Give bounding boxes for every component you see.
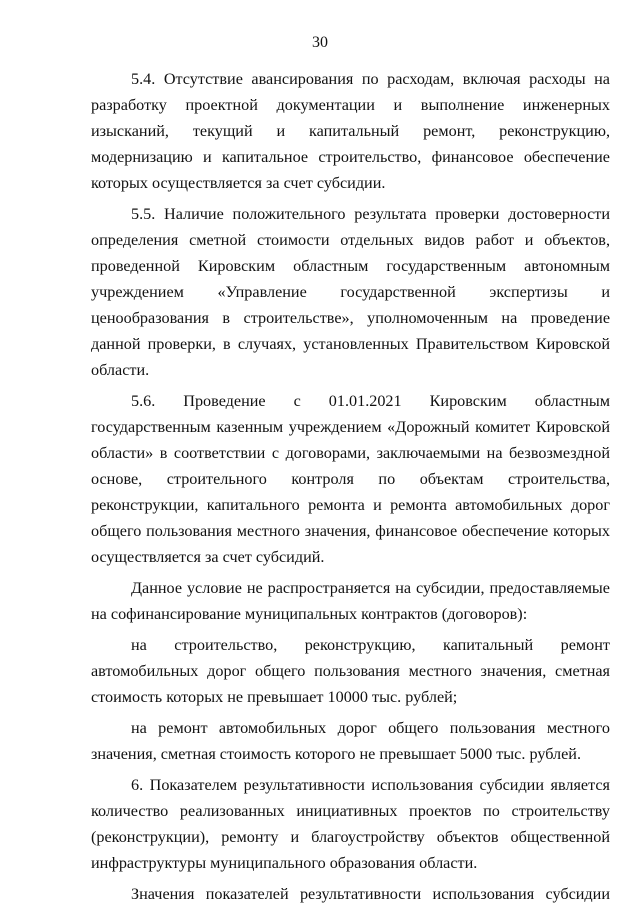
- paragraph-indicator-values: Значения показателей результативности использования субсидии: [131, 885, 610, 903]
- paragraph-5-4: 5.4. Отсутствие авансирования по расходам, включая расходы на разработку проектной документации и выполнение инженерных изысканий, текущий и капитальный ремонт, реконструкцию, модернизацию и капитальное строительство, финансовое обеспечение которых осуществляется за счет субсидии.: [91, 70, 610, 192]
- paragraph-6: 6. Показателем результативности использования субсидии является количество реализованных инициативных проектов по строительству (реконструкции), ремонту и благоустройству объектов общественной инфраструктуры муниципального образования области.: [91, 776, 610, 872]
- paragraph-repair-threshold: на ремонт автомобильных дорог общего пользования местного значения, сметная стоимость которого не превышает 5000 тыс. рублей.: [91, 719, 610, 763]
- paragraph-5-5: 5.5. Наличие положительного результата проверки достоверности определения сметной стоимости отдельных видов работ и объектов, проведенной Кировским областным государственным автономным учреждением «Управление государственной экспертизы и ценообразования в строительстве», уполномоченным на проведение данной проверки, в случаях, установленных Правительством Кировской области.: [91, 205, 610, 379]
- paragraph-construction-threshold: на строительство, реконструкцию, капитальный ремонт автомобильных дорог общего пользования местного значения, сметная стоимость которых не превышает 10000 тыс. рублей;: [91, 636, 610, 706]
- page-number: 30: [312, 34, 328, 51]
- document-body: [91, 66, 610, 907]
- paragraph-condition-exception: Данное условие не распространяется на субсидии, предоставляемые на софинансирование муниципальных контрактов (договоров):: [91, 579, 610, 623]
- paragraph-5-6: 5.6. Проведение с 01.01.2021 Кировским областным государственным казенным учреждением «Дорожный комитет Кировской области» в соответствии с договорами, заключаемыми на безвозмездной основе, строительного контроля по объектам строительства, реконструкции, капитального ремонта и ремонта автомобильных дорог общего пользования местного значения, финансовое обеспечение которых осуществляется за счет субсидий.: [91, 392, 610, 566]
